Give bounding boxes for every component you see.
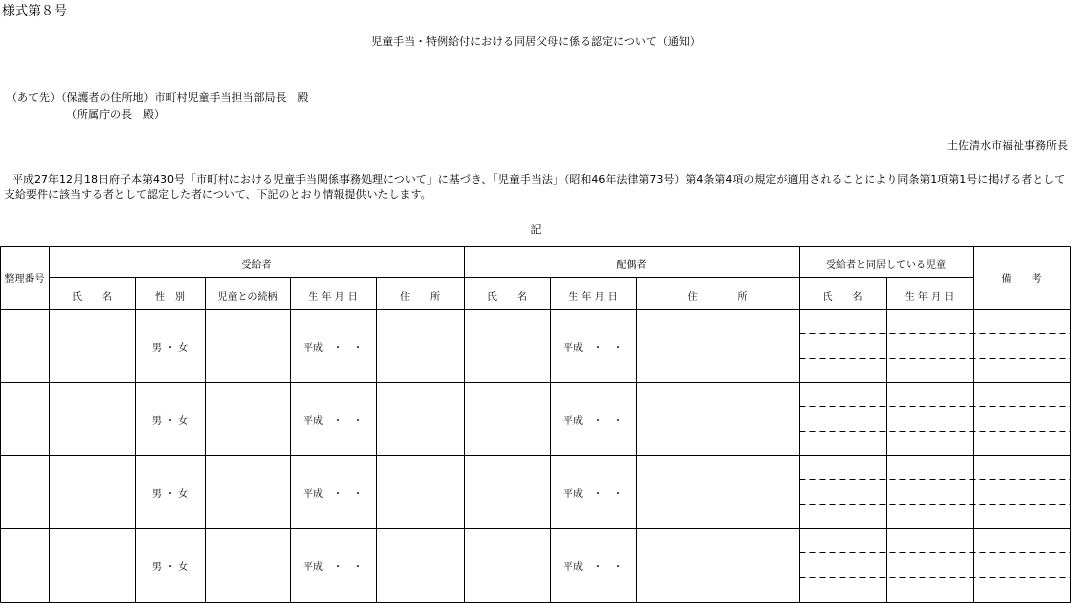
header-spouse-name: 氏 名 (487, 292, 527, 303)
header-group-children: 受給者と同居している児童 (826, 260, 946, 271)
row-4-recipient-dob: 平成 ・ ・ (303, 562, 363, 573)
header-recipient-sex: 性 別 (155, 292, 185, 303)
header-child-dob: 生 年 月 日 (904, 292, 955, 303)
header-recipient-address: 住 所 (400, 292, 440, 303)
header-serial-number: 整理番号 (4, 274, 45, 285)
row-1-spouse-dob: 平成 ・ ・ (563, 343, 623, 354)
row-3-sex: 男 ・ 女 (151, 489, 189, 500)
row-2-spouse-dob: 平成 ・ ・ (563, 416, 623, 427)
row-4-spouse-dob: 平成 ・ ・ (563, 562, 623, 573)
addressee-line-2: （所属庁の長 殿） (66, 108, 165, 121)
addressee-line-1: （あて先）（保護者の住所地）市町村児童手当担当部局長 殿 (6, 91, 309, 104)
form-number: 様式第８号 (2, 4, 68, 19)
row-2-sex: 男 ・ 女 (151, 416, 189, 427)
ki-marker: 記 (530, 223, 542, 236)
row-2-recipient-dob: 平成 ・ ・ (303, 416, 363, 427)
row-3-recipient-dob: 平成 ・ ・ (303, 489, 363, 500)
header-spouse-dob: 生 年 月 日 (568, 292, 618, 303)
row-3-spouse-dob: 平成 ・ ・ (563, 489, 623, 500)
row-1-recipient-dob: 平成 ・ ・ (303, 343, 363, 354)
header-recipient-name: 氏 名 (72, 292, 112, 303)
header-group-recipient: 受給者 (241, 260, 272, 271)
body-paragraph: 平成27年12月18日府子本第430号「市町村における児童手当関係事務処理について」に基づき、「児童手当法」（昭和46年法律第73号）第4条第4項の規定が適用されることにより同条第1項第1号に掲げる者として支給要件に該当する者として認定した者について、下記のとおり情報提供いたします。 (4, 173, 1066, 201)
header-recipient-relation: 児童との続柄 (217, 292, 278, 303)
document-title: 児童手当・特例給付における同居父母に係る認定について（通知） (371, 35, 701, 48)
header-spouse-address: 住 所 (687, 292, 748, 303)
header-group-spouse: 配偶者 (616, 260, 647, 271)
header-recipient-dob: 生 年 月 日 (308, 292, 358, 303)
row-1-sex: 男 ・ 女 (151, 343, 189, 354)
header-child-name: 氏 名 (822, 292, 863, 303)
row-4-sex: 男 ・ 女 (151, 562, 189, 573)
sender-name: 土佐清水市福祉事務所長 (947, 139, 1068, 152)
header-remarks: 備 考 (1001, 274, 1042, 285)
